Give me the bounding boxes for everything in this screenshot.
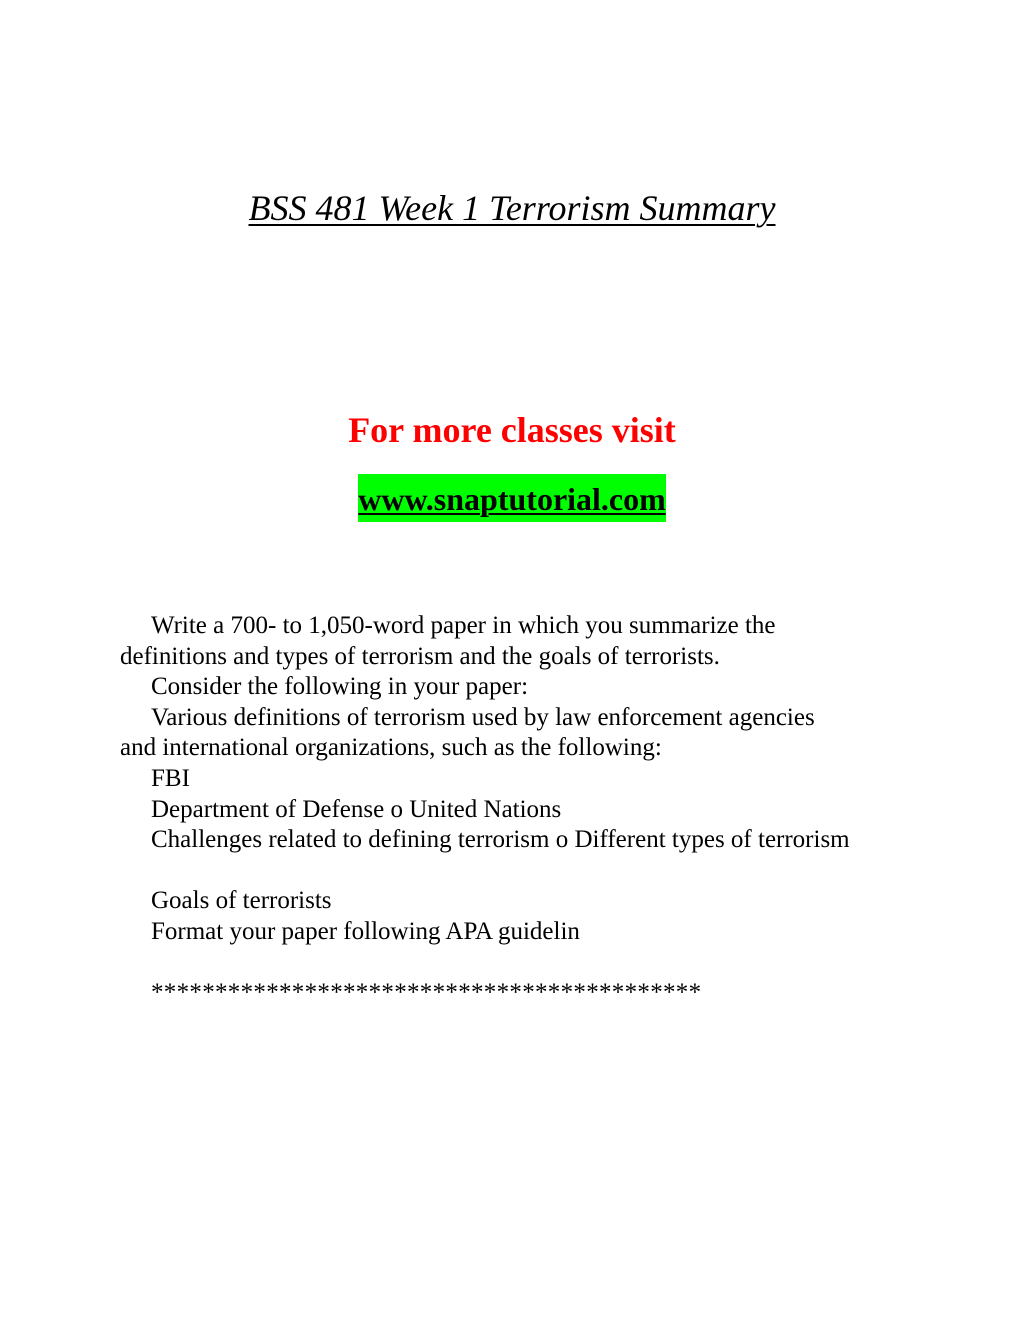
assignment-instructions <box>120 611 920 1009</box>
separator-stars: ******************************************* <box>151 979 702 1007</box>
promo-link-container <box>0 474 1024 522</box>
instruction-line: Format your paper following APA guidelin <box>151 917 580 945</box>
paragraph-gap <box>120 948 920 979</box>
instruction-line: Write a 700- to 1,050-word paper in which you summarize the <box>151 612 776 639</box>
instruction-line: Department of Defense o United Nations <box>151 795 562 823</box>
instruction-line: FBI <box>151 764 190 792</box>
instruction-line: definitions and types of terrorism and the goals of terrorists. <box>120 642 720 670</box>
snaptutorial-link[interactable]: www.snaptutorial.com <box>358 474 666 522</box>
instruction-line: Goals of terrorists <box>151 887 332 915</box>
instruction-line: Consider the following in your paper: <box>151 673 529 701</box>
instruction-line: and international organizations, such as the following: <box>120 734 662 762</box>
document-title: BSS 481 Week 1 Terrorism Summary <box>248 188 776 228</box>
paragraph-gap <box>120 856 920 887</box>
promo-heading: For more classes visit <box>348 410 676 450</box>
instruction-line: Various definitions of terrorism used by law enforcement agencies <box>151 703 815 731</box>
instruction-line: Challenges related to defining terrorism o Different types of terrorism <box>151 826 850 854</box>
